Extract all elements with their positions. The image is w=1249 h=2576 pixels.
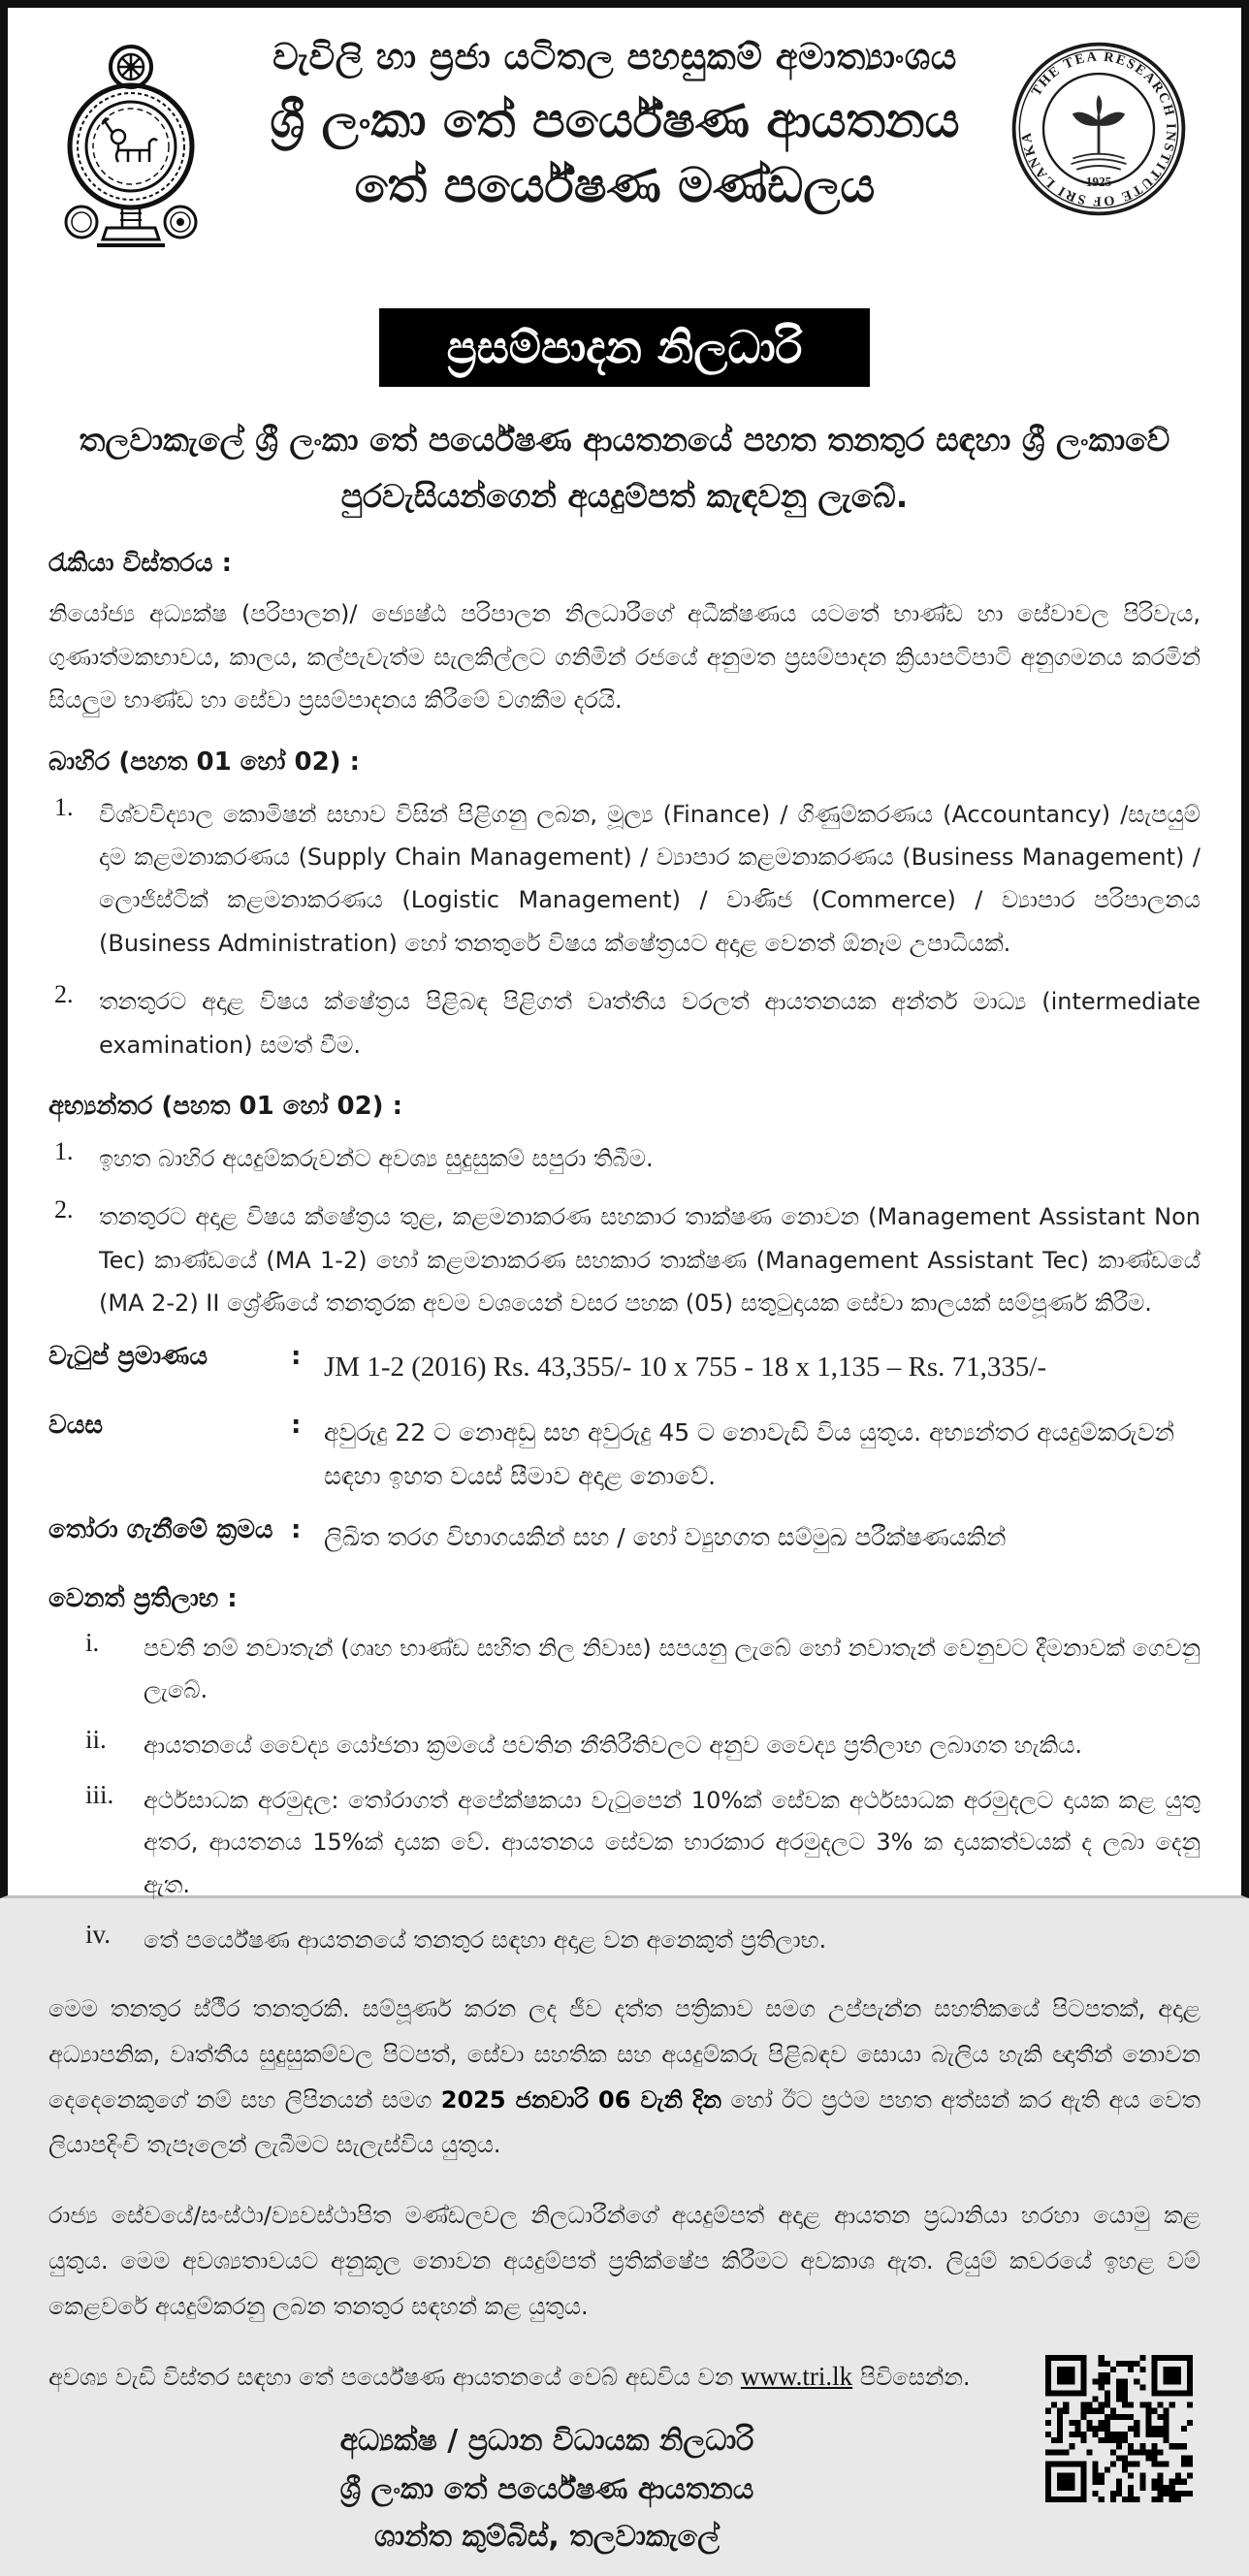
institute-title: ශ්‍රී ලංකා තේ පර්යේෂණ ආයතනය: [270, 92, 960, 149]
sri-lanka-emblem-icon: [48, 37, 213, 255]
ministry-title: වැවිලි හා ප්‍රජා යටිතල පහසුකම් අමාත්‍යාංශය: [272, 36, 957, 78]
item-text: පවතී නම් නවාතැන් (ගෘහ භාණ්ඩ සහිත නිල නිවාස) සපයනු ලැබේ හෝ නවාතැන් වෙනුවට දීමනාවක් ගෙවනු ලැබේ.: [144, 1634, 1201, 1703]
svg-text:THE TEA RESEARCH INSTITUTE OF: THE TEA RESEARCH INSTITUTE OF SRI LANKA: [1018, 48, 1179, 209]
item-number: iii.: [85, 1780, 114, 1810]
internal-heading: අභ්‍යන්තර (පහත 01 හෝ 02) :: [48, 1091, 403, 1121]
board-title: තේ පර්යේෂණ මණ්ඩලය: [354, 156, 876, 213]
signature-address: ශාන්ත කුම්බිස්, තලවාකැලේ: [373, 2520, 720, 2555]
signature-institute: ශ්‍රී ලංකා තේ පර්යේෂණ ආයතනය: [339, 2471, 754, 2506]
website-line: [48, 2353, 1201, 2401]
item-text: තනතුරට අදාළ විෂය ක්ෂේත්‍රය තුළ, කළමනාකරණ සහකාර තාක්ෂණ නොවන (Management Assistant Non Tec) කාණ්ඩයේ (MA 1-2) හෝ කළමනාකරණ සහකාර තාක්ෂණ (Management Assistant Tec) කාණ්ඩයේ (MA 2-2) II ශ්‍රේණියේ තනතුරක අවම වශයෙන් වසර පහක (05) සතුටුදායක සේවා කාලයක් සම්පූර්ණ කිරීම.: [99, 1203, 1201, 1318]
list-item: [48, 980, 1201, 1066]
list-item: [85, 1628, 1201, 1711]
item-text: අර්ථසාධක අරමුදල: තෝරාගත් අපේක්ෂකයා වැටුපෙන් 10%ක් සේවක අර්ථසාධක අරමුදලට දායක කළ යුතු අතර, ආයතනය 15%ක් දායක වේ. ආයතනය සේවක භාරකාර අරමුදලට 3% ක දායකත්වයක් ද ලබා දෙනු ඇත.: [144, 1787, 1201, 1898]
benefits-list: [85, 1628, 1201, 1961]
age-label: වයස: [48, 1410, 104, 1440]
deadline-date: 2025 ජනවාරි 06 වැනි දින: [440, 2085, 722, 2114]
item-number: 2.: [54, 980, 74, 1009]
item-number: iv.: [85, 1919, 111, 1949]
instructions-text: හෝ ඊට ප්‍රථම පහත අත්සන් කර ඇති අය වෙත ලියාපදිංචි තැපෑලෙන් ලැබීමට සැලැස්විය යුතුය.: [48, 2085, 1201, 2159]
tea-research-institute-seal-icon: [1007, 32, 1191, 226]
item-number: 2.: [54, 1195, 74, 1224]
job-description-heading: රැකියා විස්තරය :: [48, 549, 232, 579]
age-row: [48, 1411, 1201, 1498]
salary-row: [48, 1342, 1201, 1392]
instructions-text: මෙම තනතුර ස්ථීර තනතුරකි. සම්පූර්ණ කරන ලද ජීව දත්ත පත්‍රිකාව සමග උප්පැන්න සහතිකයේ පිටපතක්, අදාළ අධ්‍යාපනික, වෘත්තීය සුදුසුකම්වල පිටපත්, සේවා සහතික සහ අයදුම්කරු පිළිබඳව සොයා බැලිය හැකි ඥාතීන් නොවන දෙදෙනෙකුගේ නම් සහ ලිපිනයන් සමග: [48, 1994, 1201, 2114]
colon: :: [291, 1514, 302, 1544]
internal-list: [48, 1137, 1201, 1325]
list-item: [48, 793, 1201, 966]
item-number: 1.: [54, 1136, 74, 1165]
item-text: ආයතනයේ වෛද්‍ය යෝජනා ක්‍රමයේ පවතින නීතිරීතිවලට අනුව වෛද්‍ය ප්‍රතිලාභ ලබාගත හැකිය.: [144, 1732, 1082, 1760]
list-item: [85, 1725, 1201, 1766]
age-value: අවුරුදු 22 ට නොඅඩු සහ අවුරුදු 45 ට නොවැඩි විය යුතුය. අභ්‍යන්තර අයදුම්කරුවන් සඳහා ඉහත වයස් සීමාව අදාළ නොවේ.: [324, 1417, 1175, 1490]
salary-value: JM 1-2 (2016) Rs. 43,355/- 10 x 755 - 18 x 1,135 – Rs. 71,335/-: [324, 1352, 1047, 1383]
signature-designation: අධ්‍යක්ෂ / ප්‍රධාන විධායක නිලධාරි: [339, 2424, 754, 2459]
qr-code: [1045, 2355, 1193, 2502]
website-text: අවශ්‍ය වැඩි විස්තර සඳහා තේ පර්යේෂණ ආයතනයේ වෙබ් අඩවිය වන: [48, 2363, 741, 2391]
list-item: [85, 1920, 1201, 1961]
item-number: i.: [85, 1627, 100, 1657]
colon: :: [291, 1410, 302, 1440]
selection-method-row: [48, 1515, 1201, 1559]
external-list: [48, 793, 1201, 1066]
colon: :: [291, 1342, 302, 1372]
application-instructions: [48, 1987, 1201, 2168]
list-item: [48, 1137, 1201, 1180]
selection-method-value: ලිඛිත තරග විභාගයකින් සහ / හෝ ව්‍යුහගත සම්මුඛ පරීක්ෂණයකින්: [324, 1522, 1007, 1551]
header-titles: [233, 35, 997, 212]
public-service-note: රාජ්‍ය සේවයේ/සංස්ථා/ව්‍යවස්ථාපිත මණ්ඩලවල නිලධාරීන්ගේ අයදුම්පත් අදාළ ආයතන ප්‍රධානියා හරහා යොමු කළ යුතුය. මෙම අවශ්‍යතාවයට අනුකූල නොවන අයදුම්පත් ප්‍රතික්ෂේප කිරීමට අවකාශ ඇත. ලියුම් කවරයේ ඉහළ වම් කෙළවරේ අයදුම්කරනු ලබන තනතුර සඳහන් කළ යුතුය.: [48, 2202, 1201, 2320]
list-item: [85, 1780, 1201, 1906]
item-number: 1.: [54, 792, 74, 821]
selection-method-label: තෝරා ගැනීමේ ක්‍රමය: [48, 1514, 273, 1544]
post-title-banner: ප්‍රසම්පාදන නිලධාරි: [379, 308, 871, 387]
item-text: විශ්වවිද්‍යාල කොමිෂන් සභාව විසින් පිළිගනු ලබන, මූල්‍ය (Finance) / ගිණුම්කරණය (Accountancy) /සැපයුම් දාම කළමනාකරණය (Supply Chain Management) / ව්‍යාපාර කළමනාකරණය (Business Management) / ලොජිස්ටික් කළමනාකරණය (Logistic Management) / වාණිජ (Commerce) / ව්‍යාපාර පරිපාලනය (Business Administration) හෝ තනතුරේ විෂය ක්ෂේත්‍රයට අදාළ වෙනත් ඕනෑම උපාධියක්.: [99, 800, 1201, 957]
job-description-body: නියෝජ්‍ය අධ්‍යක්ෂ (පරිපාලන)/ ජ්‍යෙෂ්ඨ පරිපාලන නිලධාරීගේ අධීක්ෂණය යටතේ භාණ්ඩ හා සේවාවල පිරිවැය, ගුණාත්මකභාවය, කාලය, කල්පැවැත්ම සැලකිල්ලට ගනිමින් රජයේ අනුමත ප්‍රසම්පාදන ක්‍රියාපටිපාටි අනුගමනය කරමින් සියලුම භාණ්ඩ හා සේවා ප්‍රසම්පාදනය කිරීමේ වගකීම දරයි.: [48, 600, 1201, 715]
benefits-heading: වෙනත් ප්‍රතිලාභ :: [48, 1583, 238, 1613]
item-text: තේ පර්යේෂණ ආයතනයේ තනතුර සඳහා අදාළ වන අනෙකුත් ප්‍රතිලාභ.: [144, 1925, 827, 1954]
website-text: පිවිසෙන්න.: [852, 2363, 971, 2391]
signature-block: [48, 2417, 1201, 2561]
item-text: තනතුරට අදාළ විෂය ක්ෂේත්‍රය පිළිබඳ පිළිගත් වෘත්තීය වරලත් ආයතනයක අන්තර් මාධ්‍ය (intermediate examination) සමත් වීම.: [99, 988, 1201, 1059]
svg-text:1925: 1925: [1085, 174, 1112, 189]
external-heading: බාහිර (පහත 01 හෝ 02) :: [48, 747, 360, 777]
salary-label: වැටුප් ප්‍රමාණය: [48, 1342, 208, 1372]
header: [48, 27, 1201, 270]
footer: [48, 2353, 1201, 2576]
list-item: [48, 1195, 1201, 1324]
item-text: ඉහත බාහිර අයදුම්කරුවන්ට අවශ්‍ය සුදුසුකම් සපුරා තිබීම.: [99, 1144, 654, 1172]
website-link[interactable]: www.tri.lk: [740, 2361, 853, 2391]
item-number: ii.: [85, 1725, 107, 1755]
intro-text: තලවාකැලේ ශ්‍රී ලංකා තේ පර්යේෂණ ආයතනයේ පහත තනතුර සඳහා ශ්‍රී ලංකාවේ පුරවැසියන්ගෙන් අයදුම්පත් කැඳවනු ලැබේ.: [79, 420, 1170, 515]
